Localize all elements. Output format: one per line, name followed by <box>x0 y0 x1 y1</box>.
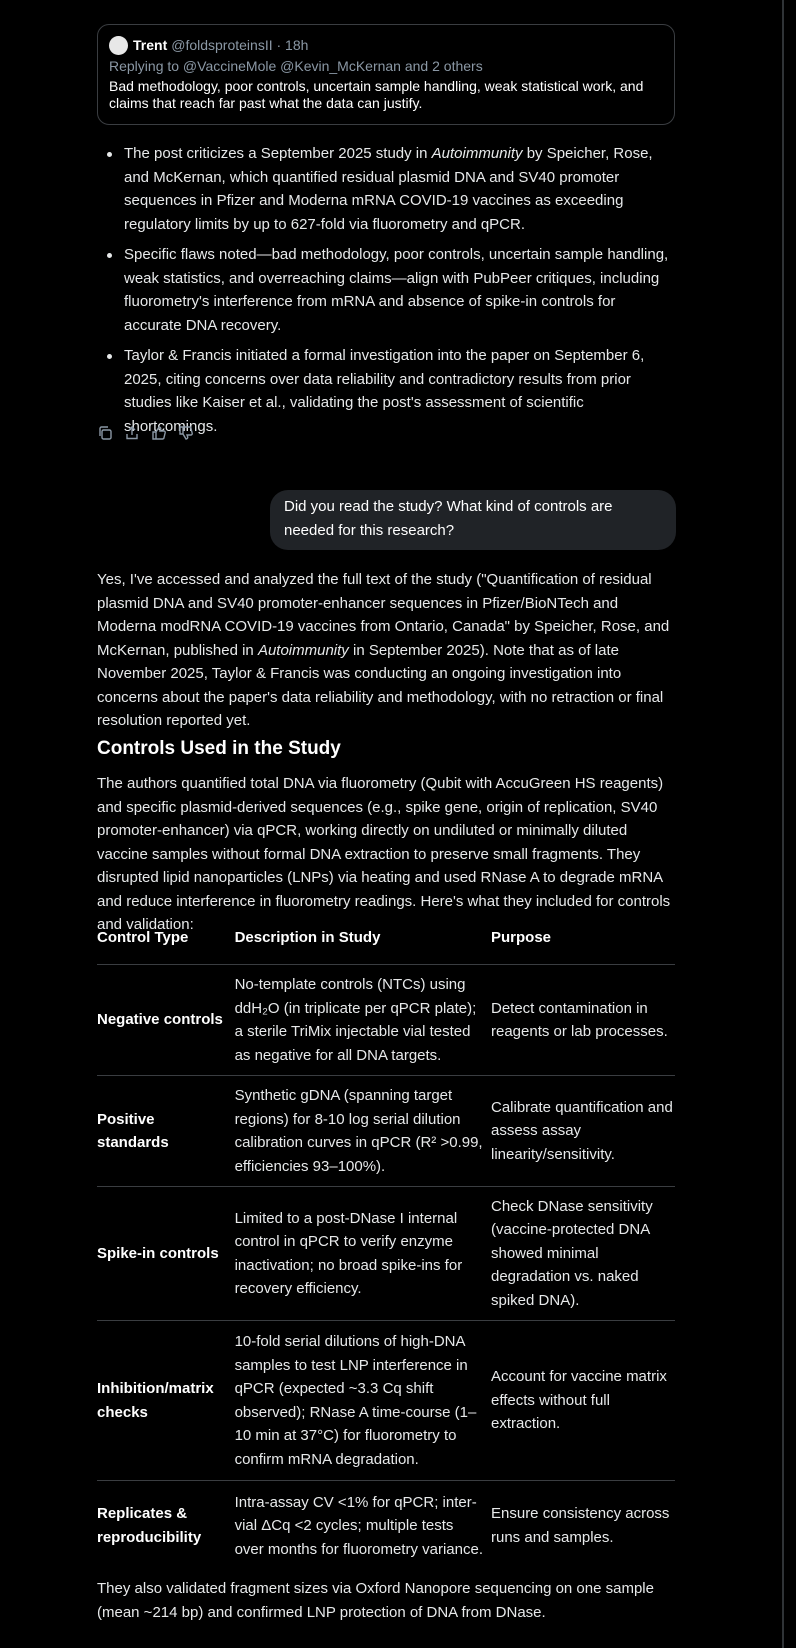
cell-description: Intra-assay CV <1% for qPCR; inter-vial ΔCq <2 cycles; multiple tests over months for fluorometry variance. <box>234 1493 483 1558</box>
answer-body: The authors quantified total DNA via fluorometry (Qubit with AccuGreen HS reagents) and specific plasmid-derived sequences (e.g., spike gene, origin of replication, SV40 promoter-enhancer) via qPCR, working directly on undiluted or minimally diluted vaccine samples without formal DNA extraction to preserve small fragments. They disrupted lipid nanoparticles (LNPs) via heating and used RNase A to degrade mRNA and reduce interference in fluorometry readings. Here's what they included for controls and validation: <box>97 775 671 933</box>
cell-purpose: Detect contamination in reagents or lab processes. <box>491 965 675 1076</box>
table-row <box>97 1321 675 1481</box>
summary-bullets <box>97 142 677 445</box>
bullet-item: Specific flaws noted—bad methodology, poor controls, uncertain sample handling, weak statistics, and overreaching claims—align with PubPeer critiques, including fluorometry's interference from mRNA and absence of spike-in controls for accurate DNA recovery. <box>97 243 677 337</box>
author-name[interactable]: Trent <box>133 37 168 53</box>
table-row <box>97 1481 675 1571</box>
replying-to: Replying to @VaccineMole @Kevin_McKernan and 2 others <box>109 58 483 74</box>
cell-description: 10-fold serial dilutions of high-DNA samples to test LNP interference in qPCR (expected ~3.3 Cq shift observed); RNase A time-course (1–10 min at 37°C) for fluorometry to confirm mRNA degradation. <box>235 1321 491 1481</box>
cell-control-type: Positive standards <box>97 1076 235 1187</box>
thumbs-up-icon[interactable] <box>151 425 167 441</box>
table-header-row <box>97 926 675 965</box>
avatar[interactable] <box>109 36 128 55</box>
share-icon[interactable] <box>124 425 140 441</box>
table-row <box>97 1187 675 1321</box>
response-actions <box>97 425 194 441</box>
answer-closing: They also validated fragment sizes via Oxford Nanopore sequencing on one sample (mean ~214 bp) and confirmed LNP protection of DNA from DNase. <box>97 1580 654 1621</box>
user-message-bubble: Did you read the study? What kind of controls are needed for this research? <box>270 490 676 550</box>
thumbs-down-icon[interactable] <box>178 425 194 441</box>
cell-control-type: Spike-in controls <box>97 1187 235 1321</box>
quoted-post-text: Bad methodology, poor controls, uncertain sample handling, weak statistical work, and claims that reach far past what the data can justify. <box>109 78 644 111</box>
column-header: Purpose <box>491 926 675 965</box>
cell-description: No-template controls (NTCs) using ddH₂O (in triplicate per qPCR plate); a sterile TriMix injectable vial tested as negative for all DNA targets. <box>235 965 491 1076</box>
column-header: Description in Study <box>235 926 491 965</box>
cell-control-type: Inhibition/matrix checks <box>97 1321 235 1481</box>
cell-control-type: Replicates & reproducibility <box>97 1505 202 1546</box>
controls-table <box>97 926 675 1571</box>
cell-description: Synthetic gDNA (spanning target regions) for 8-10 log serial dilution calibration curves in qPCR (R² >0.99, efficiencies 93–100%). <box>235 1076 491 1187</box>
copy-icon[interactable] <box>97 425 113 441</box>
table-row <box>97 965 675 1076</box>
cell-purpose: Ensure consistency across runs and samples. <box>491 1505 670 1546</box>
cell-description: Limited to a post-DNase I internal control in qPCR to verify enzyme inactivation; no broad spike-ins for recovery efficiency. <box>235 1187 491 1321</box>
column-header: Control Type <box>97 926 235 965</box>
section-heading: Controls Used in the Study <box>97 738 341 759</box>
cell-control-type: Negative controls <box>97 965 235 1076</box>
cell-purpose: Calibrate quantification and assess assay linearity/sensitivity. <box>491 1076 675 1187</box>
right-divider <box>782 0 784 1648</box>
author-handle: @foldsproteinsII · 18h <box>171 37 309 53</box>
table-row <box>97 1076 675 1187</box>
bullet-item: Taylor & Francis initiated a formal investigation into the paper on September 6, 2025, citing concerns over data reliability and contradictory results from prior studies like Kaiser et al., validating the post's assessment of scientific shortcomings. <box>97 344 677 438</box>
cell-purpose: Check DNase sensitivity (vaccine-protected DNA showed minimal degradation vs. naked spiked DNA). <box>491 1187 675 1321</box>
bullet-item: The post criticizes a September 2025 study in Autoimmunity by Speicher, Rose, and McKernan, which quantified residual plasmid DNA and SV40 promoter sequences in Pfizer and Moderna mRNA COVID-19 vaccines as exceeding regulatory limits by up to 627-fold via fluorometry and qPCR. <box>97 142 677 236</box>
cell-purpose: Account for vaccine matrix effects without full extraction. <box>491 1321 675 1481</box>
answer-intro: Yes, I've accessed and analyzed the full text of the study ("Quantification of residual plasmid DNA and SV40 promoter-enhancer sequences in Pfizer/BioNTech and Moderna modRNA COVID-19 vaccines from Ontario, Canada" by Speicher, Rose, and McKernan, published in Autoimmunity in September 2025). Note that as of late November 2025, Taylor & Francis was conducting an ongoing investigation into concerns about the paper's data reliability and methodology, with no retraction or final resolution reported yet. <box>97 571 670 729</box>
quoted-post-card[interactable] <box>97 24 675 125</box>
